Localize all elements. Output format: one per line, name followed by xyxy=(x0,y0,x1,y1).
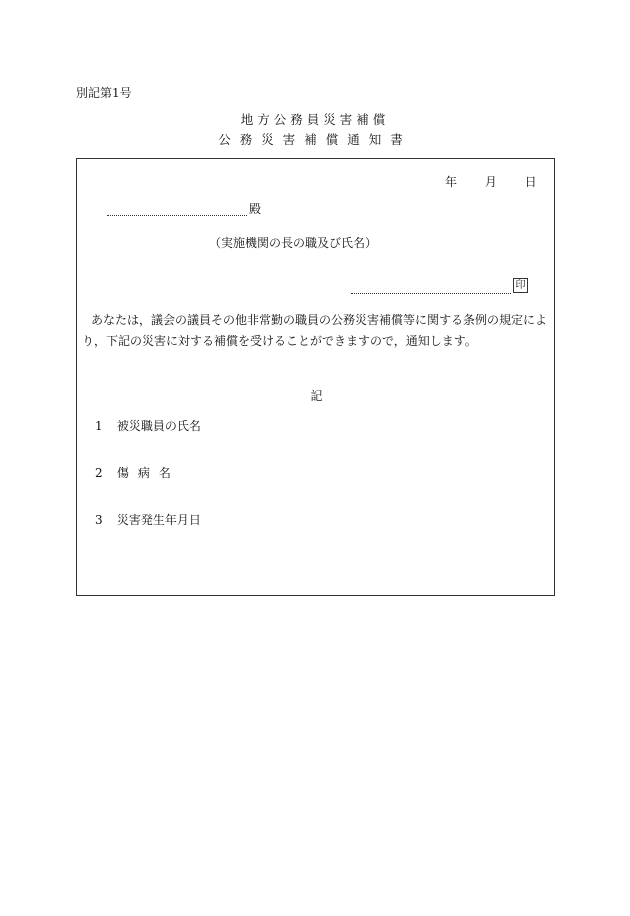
ki-heading: 記 xyxy=(310,389,323,403)
item-injury-name xyxy=(95,464,180,481)
date-field xyxy=(445,173,537,190)
date-month: 月 xyxy=(484,175,497,189)
date-year: 年 xyxy=(445,175,458,189)
item-incident-date xyxy=(95,511,201,528)
item-label: 傷病名 xyxy=(116,466,180,480)
item-number: 2 xyxy=(95,466,103,480)
item-label: 災害発生年月日 xyxy=(116,513,201,527)
agency-caption: （実施機関の長の職及び氏名） xyxy=(209,236,378,250)
form-number: 別記第1号 xyxy=(76,86,132,100)
form-box xyxy=(76,158,555,596)
seal-mark: 印 xyxy=(513,278,528,293)
document-title-line1: 地方公務員災害補償 xyxy=(240,112,390,127)
item-label: 被災職員の氏名 xyxy=(116,419,201,433)
notice-body xyxy=(77,310,556,352)
item-number: 3 xyxy=(95,513,103,527)
document-title-line2: 公務災害補償通知書 xyxy=(218,132,412,147)
item-victim-name xyxy=(95,417,201,434)
addressee-honorific: 殿 xyxy=(249,202,262,216)
date-day: 日 xyxy=(524,175,537,189)
addressee-dotted-line xyxy=(107,215,247,216)
notice-body-line2: り，下記の災害に対する補償を受けることができますので，通知します。 xyxy=(82,334,477,348)
notice-body-line1: あなたは，議会の議員その他非常勤の職員の公務災害補償等に関する条例の規定によ xyxy=(91,313,548,327)
sender-dotted-line xyxy=(351,293,511,294)
item-number: 1 xyxy=(95,419,103,433)
